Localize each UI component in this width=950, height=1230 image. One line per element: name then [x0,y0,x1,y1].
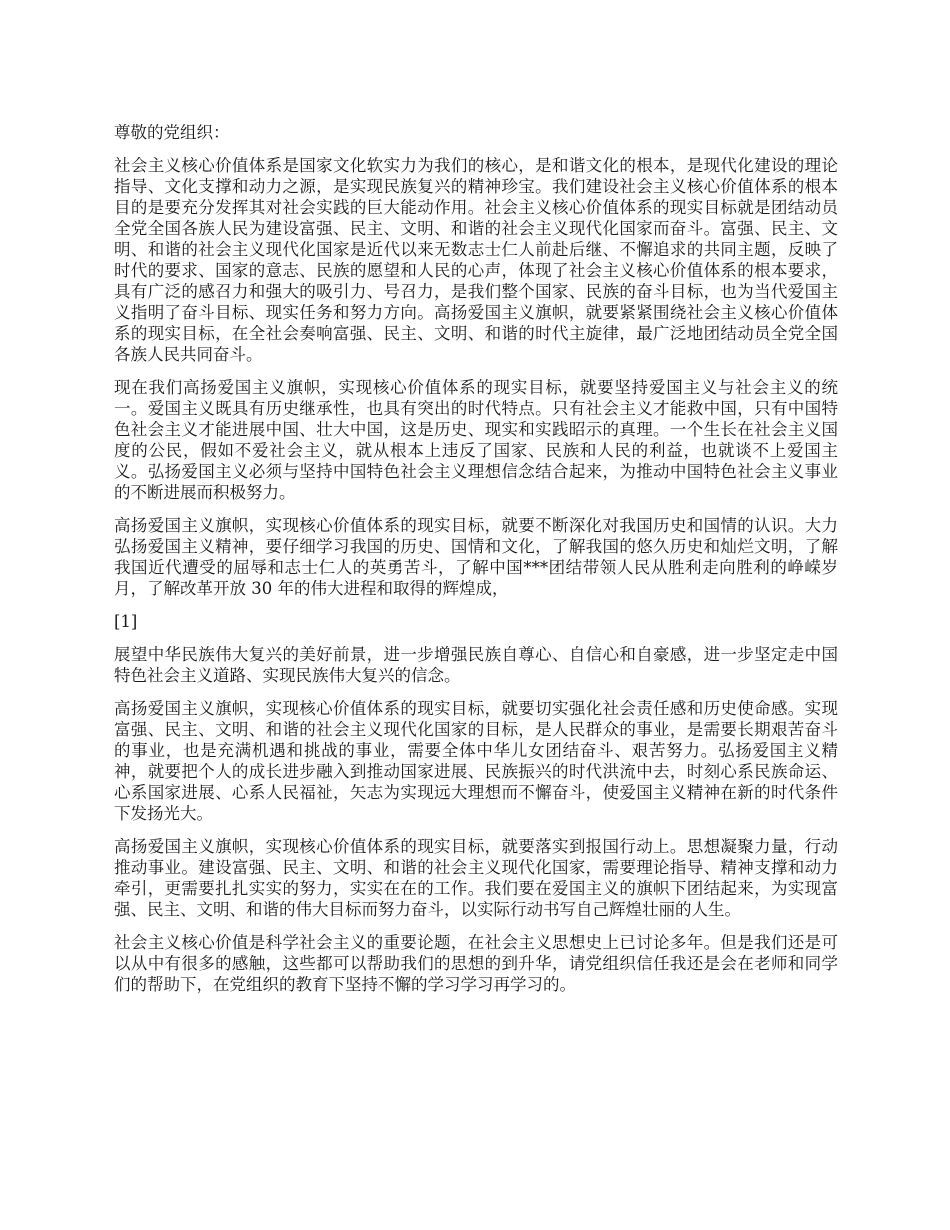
footnote-mark: [1] [114,612,138,631]
paragraph-1: 社会主义核心价值体系是国家文化软实力为我们的核心，是和谐文化的根本，是现代化建设的理论指导、文化支撑和动力之源，是实现民族复兴的精神珍宝。我们建设社会主义核心价值体系的根本目的是要充分发挥其对社会实践的巨大能动作用。社会主义核心价值体系的现实目标就是团结动员全党全国各族人民为建设富强、民主、文明、和谐的社会主义现代化国家而奋斗。富强、民主、文明、和谐的社会主义现代化国家是近代以来无数志士仁人前赴后继、不懈追求的共同主题，反映了时代的要求、国家的意志、民族的愿望和人民的心声，体现了社会主义核心价值体系的根本要求，具有广泛的感召力和强大的吸引力、号召力，是我们整个国家、民族的奋斗目标，也为当代爱国主义指明了奋斗目标、现实任务和努力方向。高扬爱国主义旗帜，就要紧紧围绕社会主义核心价值体系的现实目标，在全社会奏响富强、民主、文明、和谐的时代主旋律，最广泛地团结动员全党全国各族人民共同奋斗。 [114,156,838,364]
paragraph-5: 高扬爱国主义旗帜，实现核心价值体系的现实目标，就要切实强化社会责任感和历史使命感。实现富强、民主、文明、和谐的社会主义现代化国家的目标，是人民群众的事业，是需要长期艰苦奋斗的事业，也是充满机遇和挑战的事业，需要全体中华儿女团结奋斗、艰苦努力。弘扬爱国主义精神，就要把个人的成长进步融入到推动国家进展、民族振兴的时代洪流中去，时刻心系民族命运、心系国家进展、心系人民福祉，矢志为实现远大理想而不懈奋斗，使爱国主义精神在新的时代条件下发扬光大。 [114,699,838,823]
paragraph-6: 高扬爱国主义旗帜，实现核心价值体系的现实目标，就要落实到报国行动上。思想凝聚力量，行动推动事业。建设富强、民主、文明、和谐的社会主义现代化国家，需要理论指导、精神支撑和动力牵引，更需要扎扎实实的努力，实实在在的工作。我们要在爱国主义的旗帜下团结起来，为实现富强、民主、文明、和谐的伟大目标而努力奋斗，以实际行动书写自己辉煌壮丽的人生。 [114,837,838,919]
document-body [114,122,838,1007]
paragraph-2: 现在我们高扬爱国主义旗帜，实现核心价值体系的现实目标，就要坚持爱国主义与社会主义的统一。爱国主义既具有历史继承性，也具有突出的时代特点。只有社会主义才能救中国，只有中国特色社会主义才能进展中国、壮大中国，这是历史、现实和实践昭示的真理。一个生长在社会主义国度的公民，假如不爱社会主义，就从根本上违反了国家、民族和人民的利益，也就谈不上爱国主义。弘扬爱国主义必须与坚持中国特色社会主义理想信念结合起来，为推动中国特色社会主义事业的不断进展而积极努力。 [114,378,838,502]
paragraph-4: 展望中华民族伟大复兴的美好前景，进一步增强民族自尊心、自信心和自豪感，进一步坚定走中国特色社会主义道路、实现民族伟大复兴的信念。 [114,645,838,685]
salutation: 尊敬的党组织： [114,123,230,142]
paragraph-7: 社会主义核心价值是科学社会主义的重要论题，在社会主义思想史上已讨论多年。但是我们还是可以从中有很多的感触，这些都可以帮助我们的思想的到升华，请党组织信任我还是会在老师和同学们的帮助下，在党组织的教育下坚持不懈的学习学习再学习的。 [114,933,838,994]
paragraph-3: 高扬爱国主义旗帜，实现核心价值体系的现实目标，就要不断深化对我国历史和国情的认识。大力弘扬爱国主义精神，要仔细学习我国的历史、国情和文化，了解我国的悠久历史和灿烂文明，了解我国近代遭受的屈辱和志士仁人的英勇苦斗，了解中国***团结带领人民从胜利走向胜利的峥嵘岁月，了解改革开放 30 年的伟大进程和取得的辉煌成， [114,516,838,598]
